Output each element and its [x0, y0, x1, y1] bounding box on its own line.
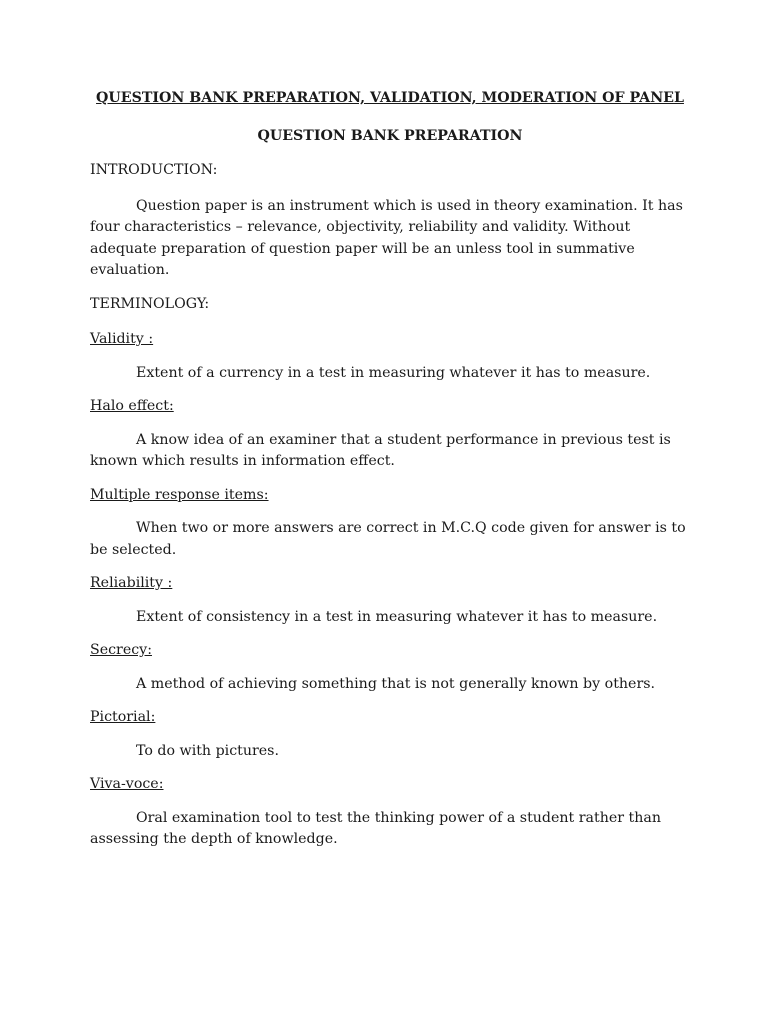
- introduction-heading: INTRODUCTION:: [90, 162, 218, 178]
- term-definition-multiple-response-items: When two or more answers are correct in M.C.Q code given for answer is to be selected.: [90, 520, 686, 558]
- term-definition-validity: Extent of a currency in a test in measuring whatever it has to measure.: [136, 364, 651, 381]
- document-title: QUESTION BANK PREPARATION, VALIDATION, MODERATION OF PANEL: [96, 90, 684, 106]
- term-label-secrecy: Secrecy:: [90, 642, 152, 658]
- term-label-validity: Validity :: [90, 331, 154, 347]
- term-label-multiple-response-items: Multiple response items:: [90, 486, 269, 503]
- term-definition-secrecy: A method of achieving something that is not generally known by others.: [136, 675, 656, 692]
- term-label-halo-effect: Halo effect:: [90, 398, 174, 414]
- term-definition-pictorial: To do with pictures.: [136, 742, 279, 759]
- term-definition-halo-effect: A know idea of an examiner that a student performance in previous test is known which results in information effect.: [90, 431, 671, 469]
- term-label-reliability: Reliability :: [90, 575, 173, 591]
- term-label-viva-voce: Viva-voce:: [90, 776, 164, 792]
- term-definition-reliability: Extent of consistency in a test in measuring whatever it has to measure.: [136, 608, 658, 625]
- terminology-heading: TERMINOLOGY:: [90, 295, 210, 312]
- introduction-paragraph: Question paper is an instrument which is used in theory examination. It has four characteristics – relevance, objectivity, reliability and validity. Without adequate preparation of question paper will be an unless tool in summative evaluation.: [90, 197, 683, 278]
- document-body: [90, 88, 690, 863]
- term-definition-viva-voce: Oral examination tool to test the thinking power of a student rather than assessing the depth of knowledge.: [90, 809, 661, 847]
- term-label-pictorial: Pictorial:: [90, 709, 156, 725]
- document-subtitle: QUESTION BANK PREPARATION: [257, 127, 523, 144]
